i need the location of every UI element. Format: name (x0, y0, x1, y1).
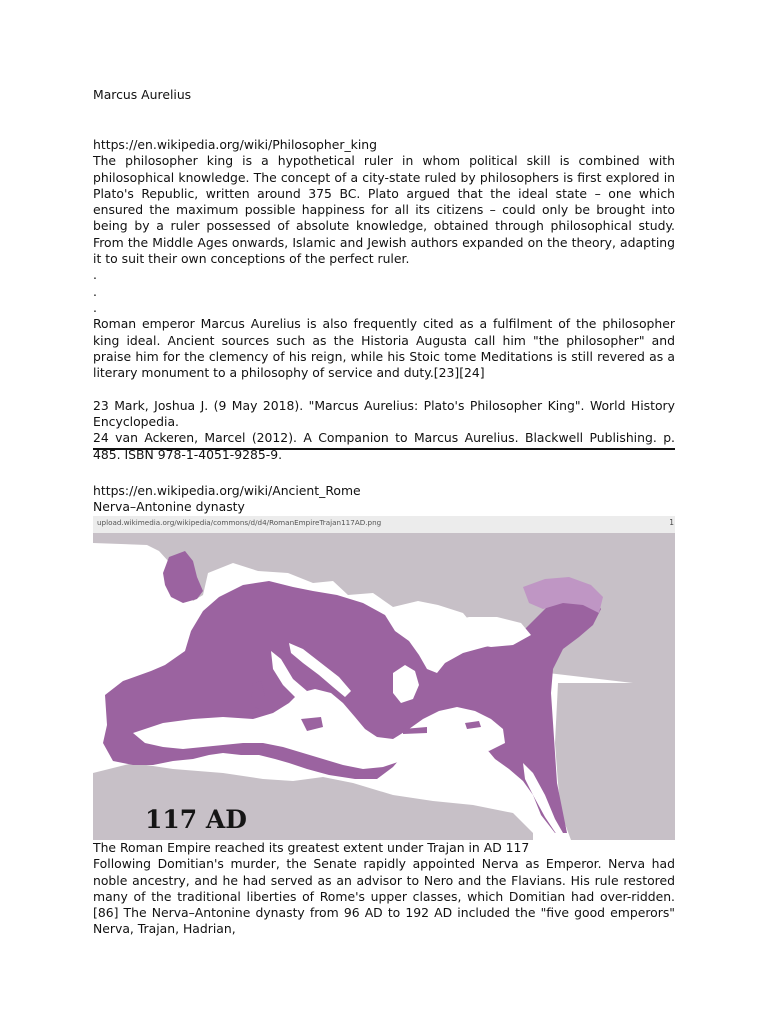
paragraph-marcus-aurelius: Roman emperor Marcus Aurelius is also frequently cited as a fulfilment of the philosopher king ideal. Ancient sources such as the Historia Augusta call him "the philosopher" and praise him for the clemency of his reign, while his Stoic tome Meditations is still revered as a literary monument to a philosophy of service and duty.[23][24] (93, 316, 675, 381)
document-title: Marcus Aurelius (93, 87, 192, 102)
reference-24: 24 van Ackeren, Marcel (2012). A Companion to Marcus Aurelius. Blackwell Publishing. p. 485. ISBN 978-1-4051-9285-9. (93, 430, 675, 462)
ellipsis-dot: . (93, 299, 97, 315)
blank-line (93, 381, 675, 397)
reference-23: 23 Mark, Joshua J. (9 May 2018). "Marcus Aurelius: Plato's Philosopher King". World History Encyclopedia. (93, 397, 675, 430)
horizontal-divider (93, 448, 675, 450)
ellipsis-dot: . (93, 283, 97, 299)
source-link-philosopher-king[interactable]: https://en.wikipedia.org/wiki/Philosopher_king (93, 137, 378, 152)
roman-empire-map (93, 533, 675, 840)
source-link-ancient-rome[interactable]: https://en.wikipedia.org/wiki/Ancient_Rome (93, 483, 361, 498)
ancient-rome-section (93, 483, 675, 516)
philosopher-king-section (93, 137, 675, 463)
ellipsis-dot: . (93, 267, 97, 283)
section-heading: Nerva–Antonine dynasty (93, 499, 245, 515)
figure-caption: The Roman Empire reached its greatest extent under Trajan in AD 117 (93, 840, 530, 855)
paragraph-nerva-antonine: Following Domitian's murder, the Senate rapidly appointed Nerva as Emperor. Nerva had noble ancestry, and he had served as an advisor to Nero and the Flavians. His rule restored many of the traditional liberties of Rome's upper classes, which Domitian had over-ridden.[86] The Nerva–Antonine dynasty from 96 AD to 192 AD included the "five good emperors" Nerva, Trajan, Hadrian, (93, 856, 675, 937)
image-url-text: upload.wikimedia.org/wikipedia/commons/d/d4/RomanEmpireTrajan117AD.png (97, 518, 382, 527)
roman-empire-map-figure (93, 516, 675, 840)
map-year-label: 117 AD (145, 805, 247, 834)
map-caption-block (93, 840, 675, 938)
paragraph-philosopher-king: The philosopher king is a hypothetical ruler in whom political skill is combined with philosophical knowledge. The concept of a city-state ruled by philosophers is first explored in Plato's Republic, written around 375 BC. Plato argued that the ideal state – one which ensured the maximum possible happiness for all its citizens – could only be brought into being by a ruler possessed of absolute knowledge, obtained through philosophical study. From the Middle Ages onwards, Islamic and Jewish authors expanded on the theory, adapting it to suit their own conceptions of the perfect ruler. (93, 153, 675, 267)
image-url-end: 1 (669, 518, 674, 527)
image-url-bar (93, 516, 675, 534)
